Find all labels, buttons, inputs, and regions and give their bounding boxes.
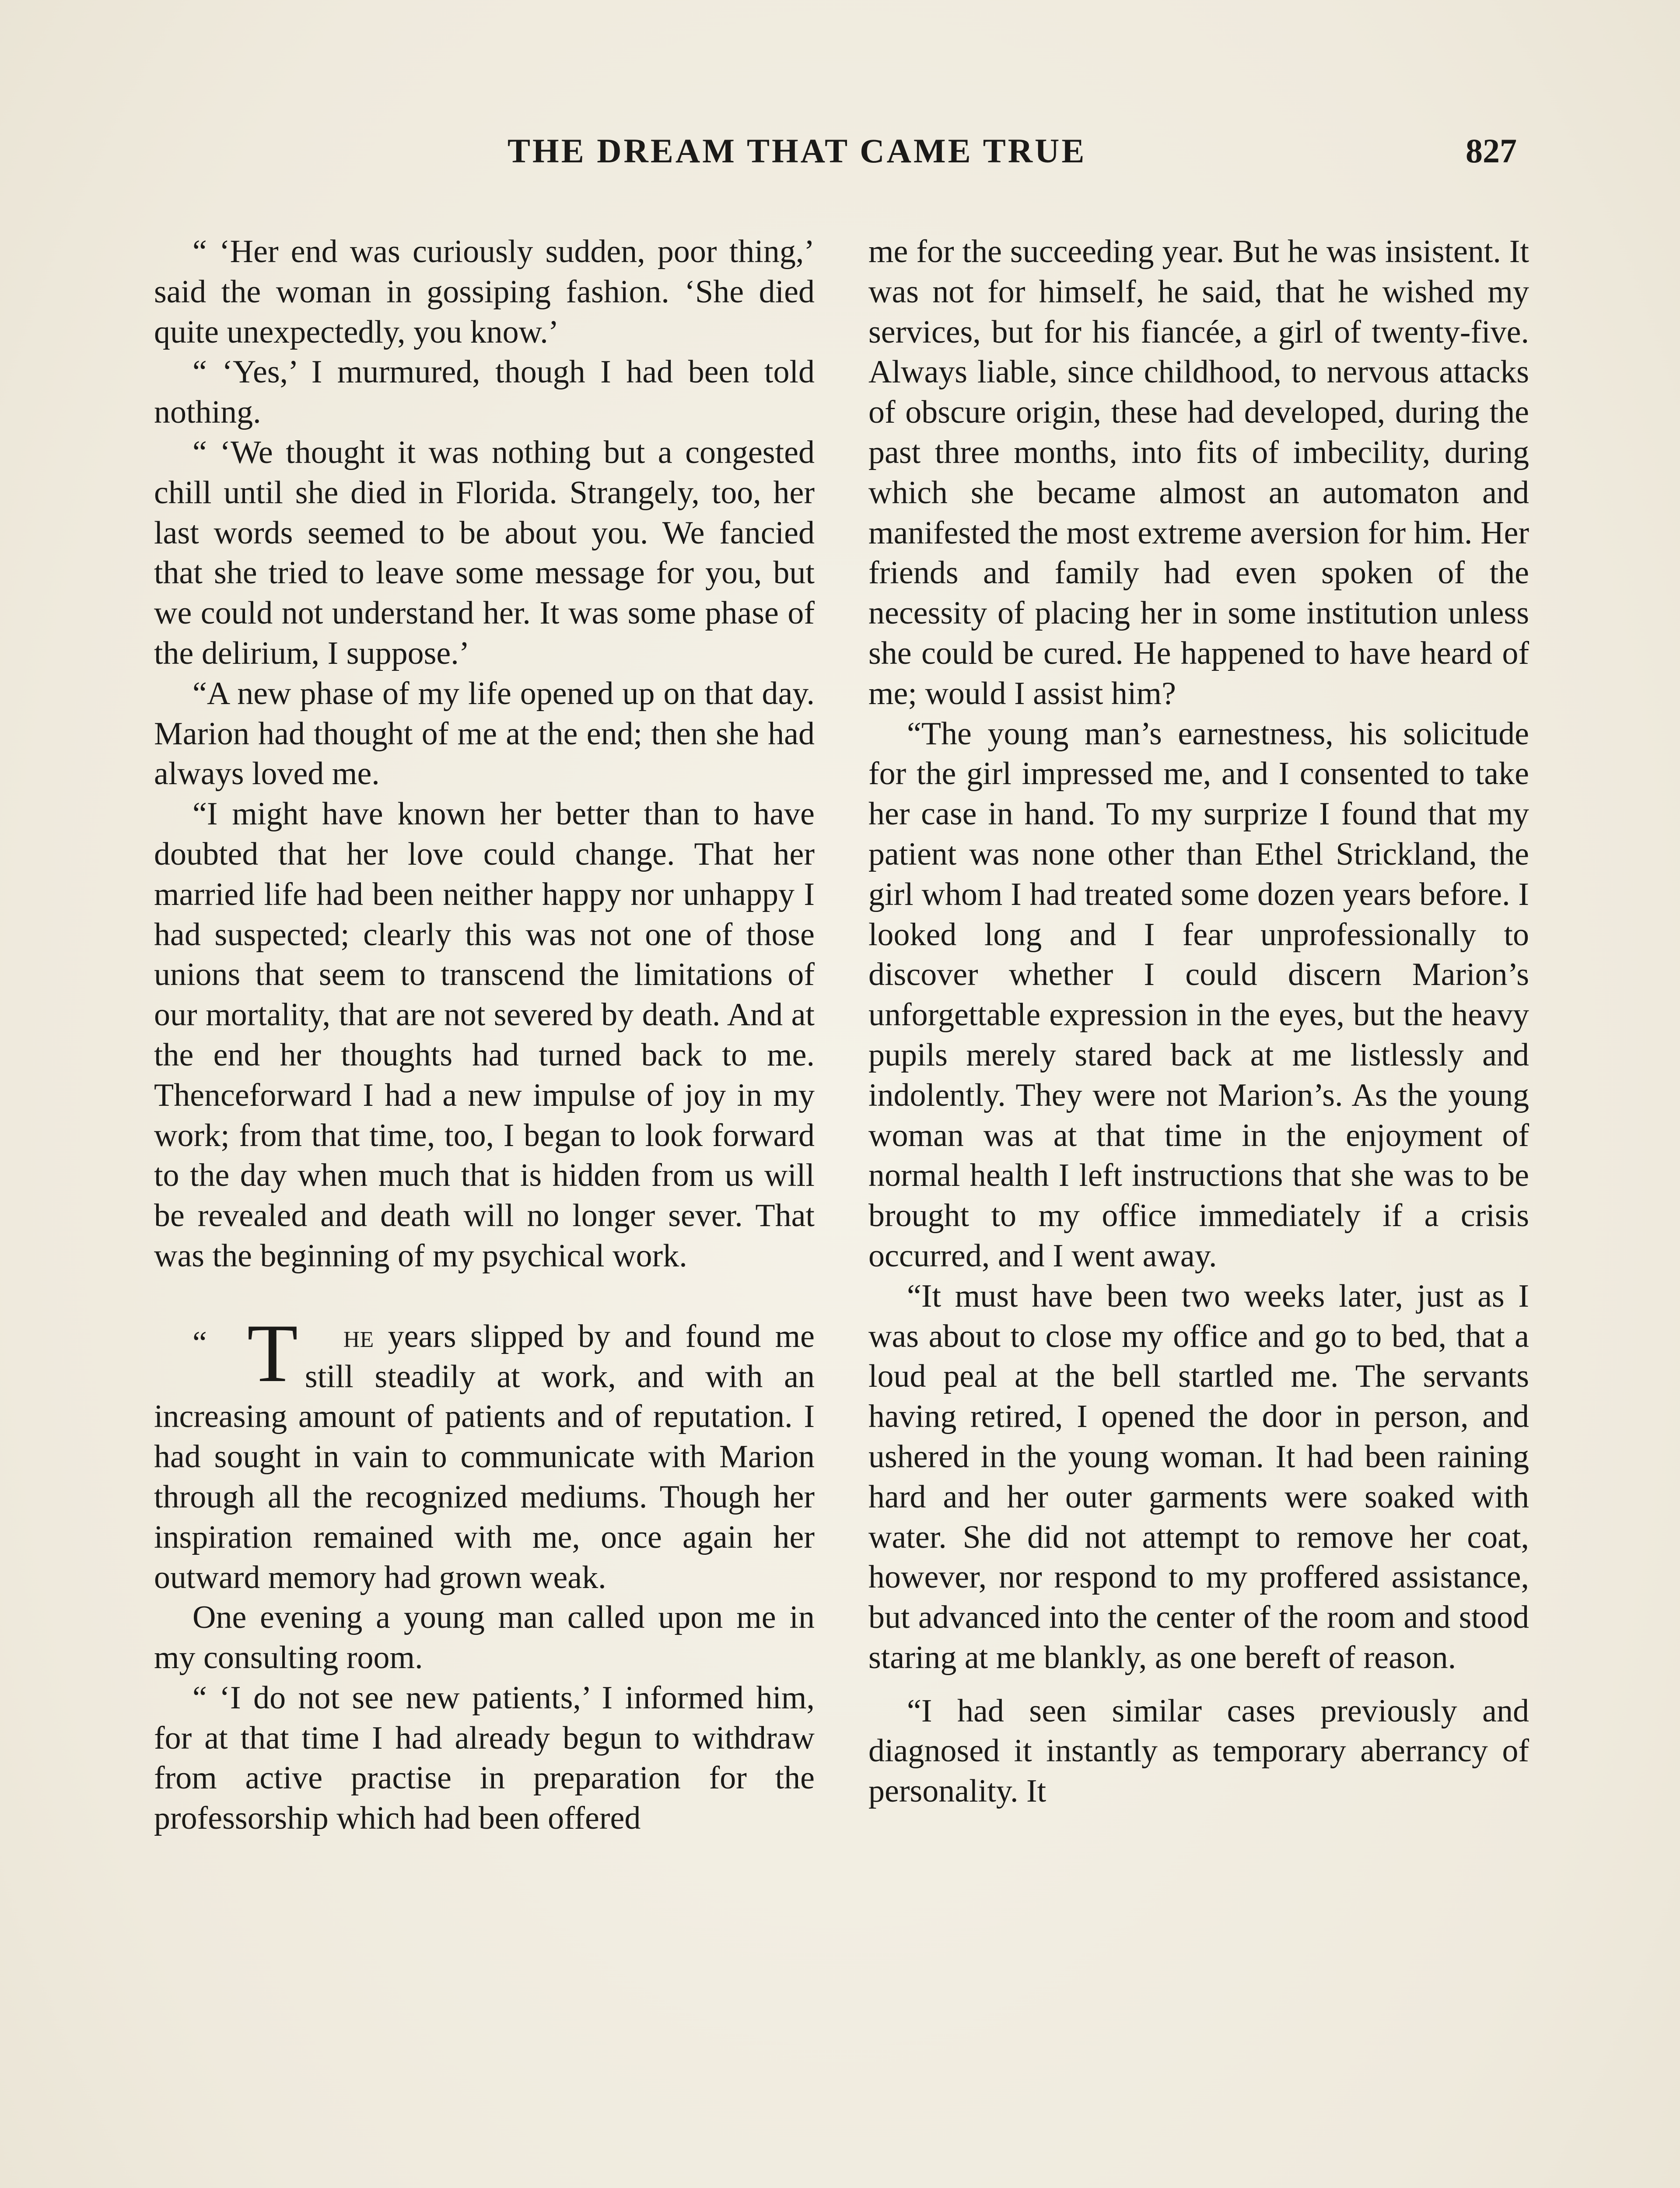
page-number: 827 <box>1466 132 1517 170</box>
right-column <box>868 232 1529 1812</box>
paragraph: “It must have been two weeks later, just as I was about to close my office and go to bed, that a loud peal at the bell startled me. The servants having retired, I opened the door in person, and ushered in the young woman. It had been raining hard and her outer garments were soaked with water. She did not attempt to remove her coat, however, nor respond to my proffered assistance, but advanced into the center of the room and stood staring at me blankly, as one bereft of reason. <box>868 1278 1529 1676</box>
paragraph: “A new phase of my life opened up on that day. Marion had thought of me at the end; then she had always loved me. <box>154 675 815 792</box>
section-opening-paragraph <box>154 1307 815 1598</box>
small-caps-lead: he <box>343 1318 374 1354</box>
paragraph: “ ‘Yes,’ I murmured, though I had been told nothing. <box>154 354 815 431</box>
paragraph: “ ‘I do not see new patients,’ I informed him, for at that time I had already begun to withdraw from active practise in preparation for the professorship which had been offered <box>154 1680 815 1837</box>
paragraph: “I might have known her better than to have doubted that her love could change. That her married life had been neither happy nor unhappy I had suspected; clearly this was not one of those unions that seem to transcend the limitations of our mortality, that are not severed by death. And at the end her thoughts had turned back to me. Thenceforward I had a new impulse of joy in my work; from that time, too, I began to look forward to the day when much that is hidden from us will be revealed and death will no longer sever. That was the beginning of my psychical work. <box>154 796 815 1274</box>
paragraph-gap <box>868 1678 1529 1691</box>
paragraph-text: years slipped by and found me still steadily at work, and with an increasing amount of patients and of reputation. I had sought in vain to communicate with Marion through all the recognized mediums. Though her inspiration remained with me, once again her outward memory had grown weak. <box>154 1318 815 1595</box>
paragraph: “The young man’s earnestness, his solicitude for the girl impressed me, and I consented to take her case in hand. To my surprize I found that my patient was none other than Ethel Strickland, the girl whom I had treated some dozen years before. I looked long and I fear unprofessionally to discover whether I could discern Marion’s unforgettable expression in the eyes, but the heavy pupils merely stared back at me listlessly and indolently. They were not Marion’s. As the young woman was at that time in the enjoyment of normal health I left instructions that she was to be brought to my office immediately if a crisis occurred, and I went away. <box>868 715 1529 1274</box>
paragraph: “ ‘Her end was curiously sudden, poor thing,’ said the woman in gossiping fashion. ‘She died quite unexpectedly, you know.’ <box>154 234 815 350</box>
paragraph: “I had seen similar cases previously and diagnosed it instantly as temporary aberrancy of personality. It <box>868 1693 1529 1809</box>
drop-cap: T <box>247 1307 298 1399</box>
paragraph: “ ‘We thought it was nothing but a congested chill until she died in Florida. Strangely, too, her last words seemed to be about you. We fancied that she tried to leave some message for you, but we could not understand her. It was some phase of the delirium, I suppose.’ <box>154 434 815 671</box>
left-column <box>154 232 815 1839</box>
paragraph: me for the succeeding year. But he was insistent. It was not for himself, he said, that he wished my services, but for his fiancée, a girl of twenty-five. Always liable, since childhood, to nervous attacks of obscure origin, these had developed, during the past three months, into fits of imbecility, during which she became almost an automaton and manifested the most extreme aversion for him. Her friends and family had even spoken of the necessity of placing her in some institution unless she could be cured. He happened to have heard of me; would I assist him? <box>868 234 1529 712</box>
paragraph: One evening a young man called upon me in my consulting room. <box>154 1599 815 1676</box>
running-title: THE DREAM THAT CAME TRUE <box>508 132 1087 170</box>
opening-quote: “ <box>192 1325 207 1361</box>
